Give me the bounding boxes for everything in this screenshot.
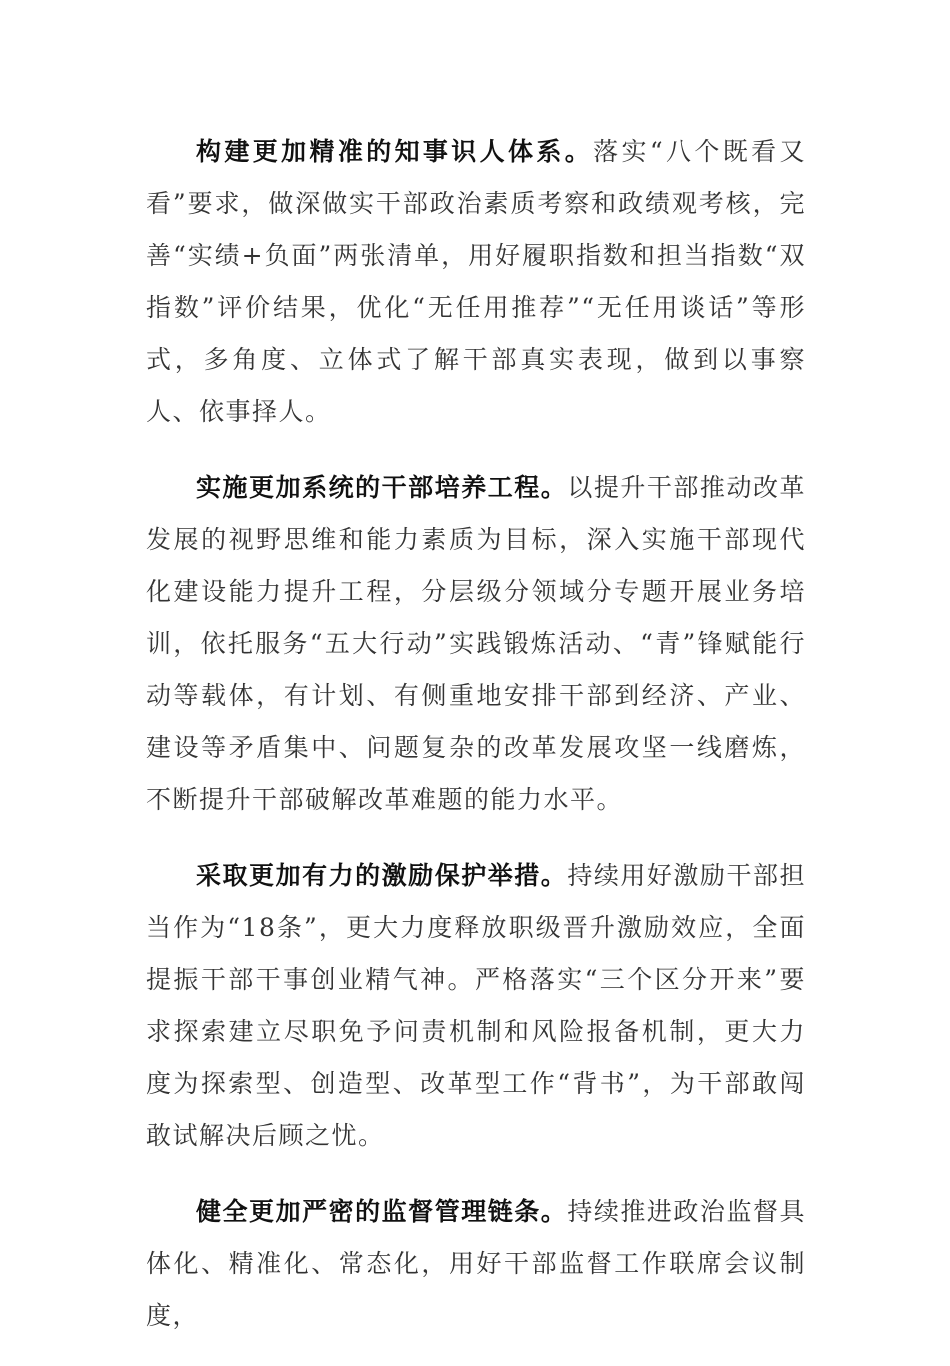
paragraph-cadre-training [146, 462, 806, 826]
paragraph-heading: 采取更加有力的激励保护举措。 [196, 861, 568, 890]
paragraph-knowing-people [146, 126, 806, 438]
paragraph-heading: 健全更加严密的监督管理链条。 [196, 1197, 568, 1226]
paragraph-text: 持续用好激励干部担当作为“18条”，更大力度释放职级晋升激励效应，全面提振干部干事创业精气神。严格落实“三个区分开来”要求探索建立尽职免予问责机制和风险报备机制，更大力度为探索型、创造型、改革型工作“背书”，为干部敢闯敢试解决后顾之忧。 [146, 861, 806, 1150]
paragraph-supervision-chain [146, 1186, 806, 1342]
paragraph-incentive-protection [146, 850, 806, 1162]
document-body [146, 126, 806, 1366]
paragraph-heading: 实施更加系统的干部培养工程。 [196, 473, 568, 502]
paragraph-text: 以提升干部推动改革发展的视野思维和能力素质为目标，深入实施干部现代化建设能力提升工程，分层级分领域分专题开展业务培训，依托服务“五大行动”实践锻炼活动、“青”锋赋能行动等载体，有计划、有侧重地安排干部到经济、产业、建设等矛盾集中、问题复杂的改革发展攻坚一线磨炼，不断提升干部破解改革难题的能力水平。 [146, 473, 806, 814]
paragraph-heading: 构建更加精准的知事识人体系。 [196, 137, 594, 166]
paragraph-text: 落实“八个既看又看”要求，做深做实干部政治素质考察和政绩观考核，完善“实绩+负面”两张清单，用好履职指数和担当指数“双指数”评价结果，优化“无任用推荐”“无任用谈话”等形式，多角度、立体式了解干部真实表现，做到以事察人、依事择人。 [146, 137, 806, 426]
paragraph-text: 持续推进政治监督具体化、精准化、常态化，用好干部监督工作联席会议制度， [146, 1197, 806, 1330]
